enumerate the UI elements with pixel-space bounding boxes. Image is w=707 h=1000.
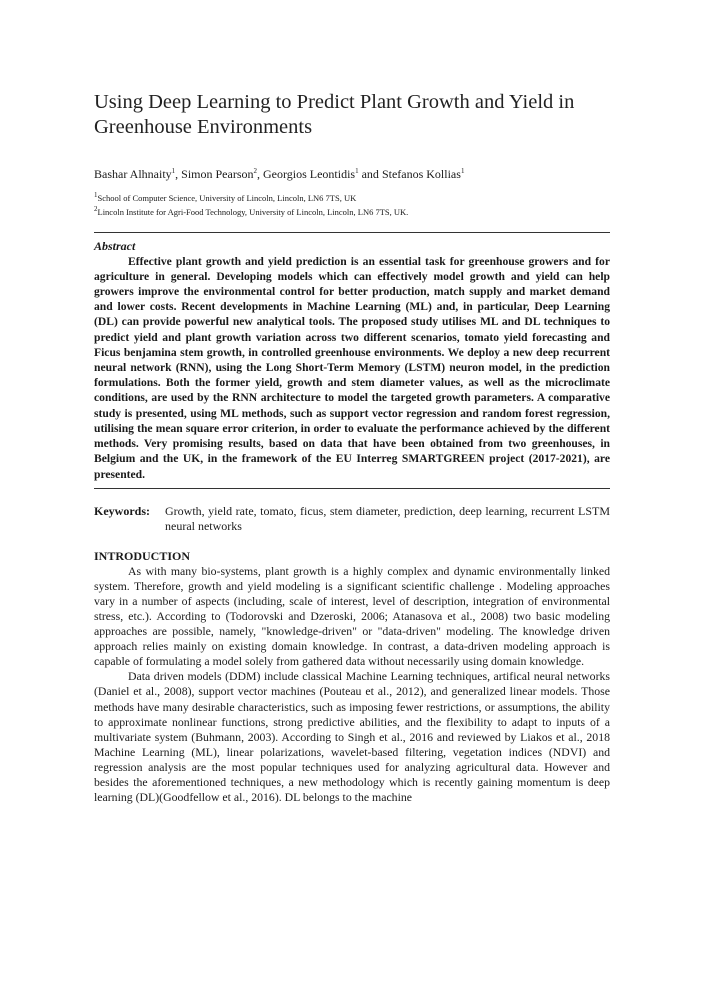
- affiliation-text: School of Computer Science, University of Lincoln, Lincoln, LN6 7TS, UK: [97, 192, 357, 203]
- body-paragraph: As with many bio-systems, plant growth is a highly complex and dynamic environmentally linked system. Therefore, growth and yield modeling is a significant scientific challenge . Modeling approaches vary in a number of aspects (including, scale of interest, level of description, integration of environmental stress, etc.). According to (Todorovski and Dzeroski, 2006; Atanasova et al., 2008) two basic modeling approaches are possible, namely, "knowledge-driven" or "data-driven" modeling. The knowledge driven approach relies mainly on existing domain knowledge. In contrast, a data-driven modeling approach is capable of formulating a model solely from gathered data without necessarily using domain knowledge.: [94, 563, 610, 669]
- author-affiliation-mark: 1: [171, 167, 176, 175]
- paper-page: [94, 90, 610, 805]
- abstract-heading: Abstract: [94, 238, 136, 253]
- section-heading-introduction: INTRODUCTION: [94, 548, 191, 563]
- keywords-label: Keywords:: [94, 503, 150, 518]
- affiliation: [94, 204, 610, 218]
- abstract-bottom-rule: [94, 488, 610, 489]
- author-name: Stefanos Kollias: [381, 167, 461, 181]
- affiliation-list: [94, 190, 610, 218]
- author-list: [94, 164, 610, 182]
- author-name: Bashar Alhnaity: [94, 167, 172, 181]
- paper-title: Using Deep Learning to Predict Plant Growth and Yield in Greenhouse Environments: [94, 91, 575, 138]
- author-affiliation-mark: 1: [460, 167, 465, 175]
- abstract-body: Effective plant growth and yield prediction is an essential task for greenhouse growers and for agriculture in general. Developing models which can effectively model growth and yield can help growers improve the environmental control for better production, match supply and market demand and lower costs. Recent developments in Machine Learning (ML) and, in particular, Deep Learning (DL) can provide powerful new analytical tools. The proposed study utilises ML and DL techniques to predict yield and plant growth variation across two different scenarios, tomato yield forecasting and Ficus benjamina stem growth, in controlled greenhouse environments. We deploy a new deep recurrent neural network (RNN), using the Long Short-Term Memory (LSTM) neuron model, in the prediction formulations. Both the former yield, growth and stem diameter values, as well as the microclimate conditions, are used by the RNN architecture to model the targeted growth parameters. A comparative study is presented, using ML methods, such as support vector regression and random forest regression, utilising the mean square error criterion, in order to evaluate the performance achieved by the different methods. Very promising results, based on data that have been obtained from two greenhouses, in Belgium and the UK, in the framework of the EU Interreg SMARTGREEN project (2017-2021), are presented.: [94, 254, 610, 481]
- author-separator: ,: [257, 167, 263, 181]
- author-separator: and: [358, 167, 382, 181]
- affiliation-mark: 1: [94, 191, 98, 199]
- affiliation-mark: 2: [94, 204, 98, 213]
- author-name: Simon Pearson: [181, 167, 254, 181]
- author-name: Georgios Leontidis: [263, 167, 356, 181]
- keywords-block: [94, 504, 610, 534]
- keywords-text: Growth, yield rate, tomato, ficus, stem diameter, prediction, deep learning, recurrent LSTM neural networks: [165, 503, 610, 533]
- author-affiliation-mark: 1: [355, 167, 359, 175]
- body-paragraph: Data driven models (DDM) include classical Machine Learning techniques, artifical neural networks (Daniel et al., 2008), support vector machines (Pouteau et al., 2012), and generalized linear models. Those methods have many desirable characteristics, such as imposing fewer restrictions, or assumptions, the ability to approximate nonlinear functions, strong predictive abilities, and the flexibility to adapt to inputs of a multivariate system (Buhmann, 2003). According to Singh et al., 2016 and reviewed by Liakos et al., 2018 Machine Learning (ML), linear polarizations, wavelet-based filtering, vegetation indices (NDVI) and regression analysis are the most popular techniques used for analyzing agricultural data. However and besides the aforementioned techniques, a new methodology which is recently gaining momentum is deep learning (DL)(Goodfellow et al., 2016). DL belongs to the machine: [94, 669, 610, 805]
- abstract-top-rule: [94, 232, 610, 233]
- author-affiliation-mark: 2: [253, 167, 257, 175]
- affiliation: [94, 190, 610, 204]
- author-separator: ,: [175, 167, 182, 181]
- affiliation-text: Lincoln Institute for Agri-Food Technology, University of Lincoln, Lincoln, LN6 7TS, UK.: [97, 206, 409, 217]
